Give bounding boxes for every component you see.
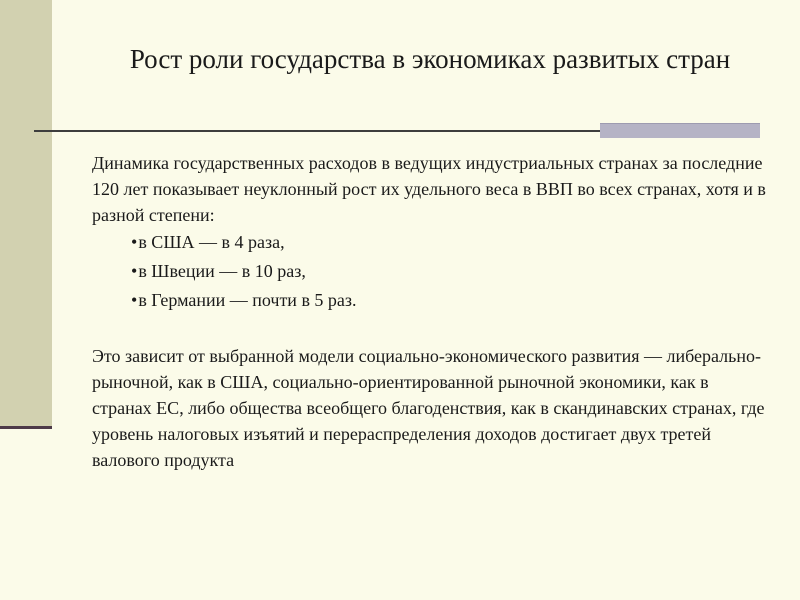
slide-title: Рост роли государства в экономиках развитых стран xyxy=(129,44,731,74)
list-item xyxy=(131,286,772,315)
conclusion-paragraph: Это зависит от выбранной модели социально-экономического развития — либерально-рыночной, как в США, социально-ориентированной рыночной экономики, как в странах ЕС, либо общества всеобщего благоденствия, как в скандинавских странах, где уровень налоговых изъятий и перераспределения доходов достигает двух третей валового продукта xyxy=(92,346,765,470)
title-accent-bar xyxy=(600,123,760,138)
left-band-underline xyxy=(0,426,52,429)
intro-paragraph: Динамика государственных расходов в ведущих индустриальных странах за последние 120 лет показывает неуклонный рост их удельного веса в ВВП во всех странах, хотя и в разной степени: xyxy=(92,153,766,225)
bullet-text-sweden: в Швеции — в 10 раз, xyxy=(138,261,306,281)
left-decorative-band xyxy=(0,0,52,428)
bullet-icon: • xyxy=(131,290,138,310)
list-item xyxy=(131,257,772,286)
bullet-list xyxy=(92,228,772,315)
bullet-icon: • xyxy=(131,261,138,281)
bullet-icon: • xyxy=(131,232,138,252)
slide-body xyxy=(92,150,772,473)
title-divider-line xyxy=(34,130,600,132)
list-item xyxy=(131,228,772,257)
bullet-text-germany: в Германии — почти в 5 раз. xyxy=(138,290,357,310)
bullet-text-usa: в США — в 4 раза, xyxy=(138,232,285,252)
